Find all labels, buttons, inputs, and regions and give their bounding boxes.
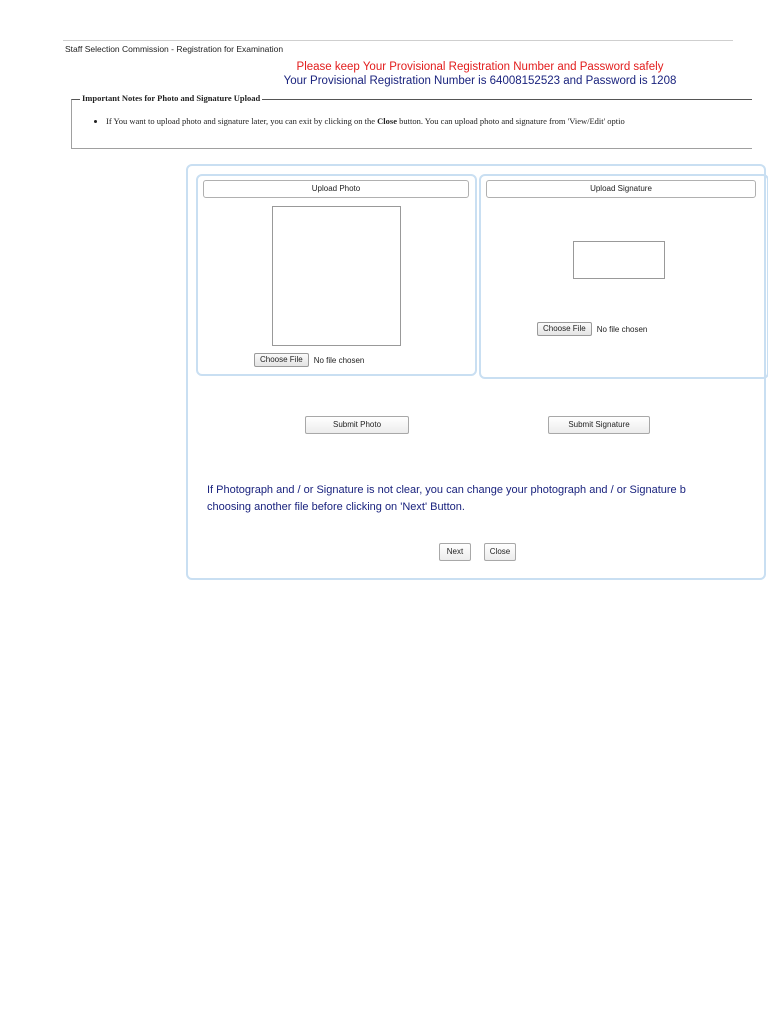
top-divider bbox=[63, 40, 733, 41]
signature-choose-file-button[interactable]: Choose File bbox=[537, 322, 592, 336]
page-title: Staff Selection Commission - Registration for Examination bbox=[65, 44, 284, 54]
signature-file-input[interactable] bbox=[537, 322, 647, 336]
note-text-bold: Close bbox=[377, 116, 397, 126]
photo-file-status: No file chosen bbox=[313, 355, 365, 365]
credentials-message: Your Provisional Registration Number is 64008152523 and Password is 1208 bbox=[283, 75, 677, 87]
note-text-suffix: button. You can upload photo and signature from 'View/Edit' optio bbox=[396, 116, 625, 126]
signature-preview bbox=[573, 241, 665, 279]
photo-preview bbox=[272, 206, 401, 346]
next-button[interactable]: Next bbox=[439, 543, 471, 561]
note-text-prefix: If You want to upload photo and signature later, you can exit by clicking on the bbox=[106, 116, 378, 126]
submit-photo-button[interactable]: Submit Photo bbox=[305, 416, 409, 434]
info-line-2: choosing another file before clicking on 'Next' Button. bbox=[207, 501, 465, 513]
close-button[interactable]: Close bbox=[484, 543, 516, 561]
important-notes-legend: Important Notes for Photo and Signature Upload bbox=[82, 93, 261, 103]
notes-list bbox=[92, 116, 625, 126]
important-notes-fieldset bbox=[71, 93, 752, 149]
notes-list-item bbox=[106, 116, 625, 126]
info-message bbox=[207, 482, 747, 516]
photo-upload-header: Upload Photo bbox=[203, 180, 469, 198]
info-line-1: If Photograph and / or Signature is not clear, you can change your photograph and / or Signature b bbox=[207, 484, 686, 496]
keep-safe-warning: Please keep Your Provisional Registration Number and Password safely bbox=[296, 61, 664, 73]
submit-signature-button[interactable]: Submit Signature bbox=[548, 416, 650, 434]
photo-file-input[interactable] bbox=[254, 353, 364, 367]
signature-file-status: No file chosen bbox=[596, 324, 648, 334]
photo-choose-file-button[interactable]: Choose File bbox=[254, 353, 309, 367]
signature-upload-header: Upload Signature bbox=[486, 180, 756, 198]
